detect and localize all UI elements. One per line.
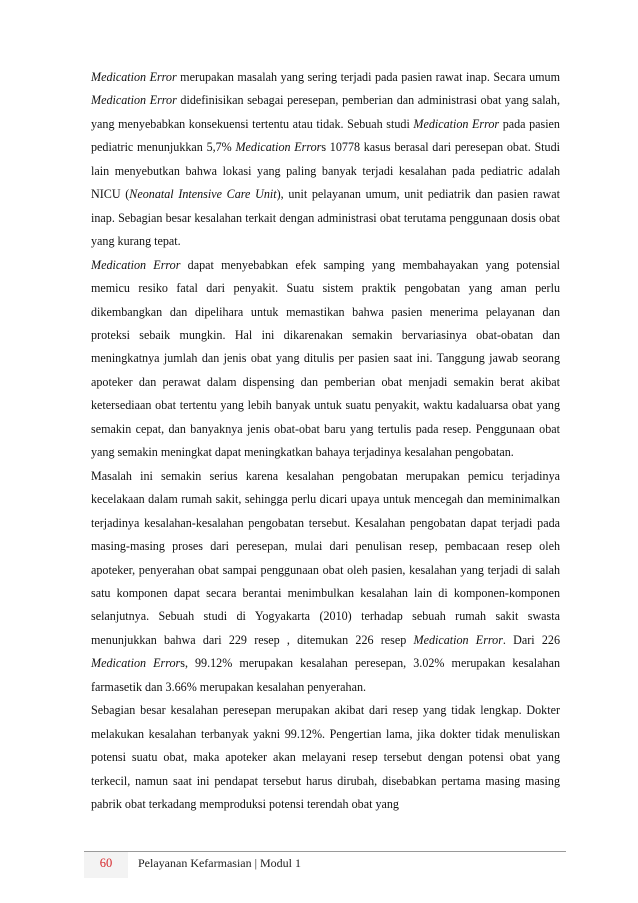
text-run: ), unit pelayanan umum, unit pediatrik dan pasien rawat inap. Sebagian besar kesalahan terkait dengan administrasi obat terutama penggunaan dosis obat yang kurang tepat. <box>91 187 561 249</box>
page-number-box <box>84 852 128 878</box>
text-run: didefinisikan sebagai peresepan, pemberian dan administrasi obat yang salah, yang menyebabkan konsekuensi tertentu atau tidak. Sebuah studi <box>91 93 560 131</box>
body-text <box>91 66 560 817</box>
paragraph <box>91 465 560 700</box>
page-number: 60 <box>99 856 113 870</box>
text-run: Sebagian besar kesalahan peresepan merupakan akibat dari resep yang tidak lengkap. Dokter melakukan kesalahan terbanyak yakni 99.12%. Pengertian lama, jika dokter tidak menuliskan potensi suatu obat, maka apoteker akan melayani resep tersebut dengan potensi obat yang terkecil, namun saat ini pendapat tersebut harus dirubah, disebabkan pertama masing masing pabrik obat terkadang memproduksi potensi terendah obat yang <box>91 703 560 812</box>
text-run: s, 99.12% merupakan kesalahan peresepan, 3.02% merupakan kesalahan farmasetik dan 3.66% merupakan kesalahan penyerahan. <box>91 656 560 694</box>
text-run: dapat menyebabkan efek samping yang membahayakan yang potensial memicu resiko fatal dari penyakit. Suatu sistem praktik pengobatan yang aman perlu dikembangkan dan dipelihara untuk memastikan bahwa pasien menerima pelayanan dan proteksi sebaik mungkin. Hal ini dikarenakan semakin bervariasinya obat-obatan dan meningkatnya jumlah dan jenis obat yang ditulis per pasien saat ini. Tanggung jawab seorang apoteker dan perawat dalam dispensing dan pemberian obat menjadi semakin berat akibat ketersediaan obat tertentu yang lebih banyak untuk suatu penyakit, waktu kadaluarsa obat yang semakin cepat, dan banyaknya jenis obat-obat baru yang tertulis pada resep. Penggunaan obat yang semakin meningkat dapat meningkatkan bahaya terjadinya kesalahan pengobatan. <box>91 257 560 460</box>
text-run: s 10778 kasus berasal dari peresepan obat. Studi lain menyebutkan bahwa lokasi yang paling banyak terjadi kesalahan pada pediatric adalah NICU ( <box>91 140 560 202</box>
text-run: merupakan masalah yang sering terjadi pada pasien rawat inap. Secara umum <box>176 70 560 84</box>
italic-term: Medication Error <box>235 140 322 155</box>
paragraph <box>91 254 560 465</box>
italic-term: Medication Error <box>413 116 500 131</box>
italic-term: Medication Error <box>91 656 181 671</box>
italic-term: Medication Error <box>91 257 181 272</box>
italic-term: Neonatal Intensive Care Unit <box>129 187 277 202</box>
paragraph <box>91 699 560 816</box>
text-run: Masalah ini semakin serius karena kesalahan pengobatan merupakan pemicu terjadinya kecelakaan dalam rumah sakit, sehingga perlu dicari upaya untuk mencegah dan meminimalkan terjadinya kesalahan-kesalahan pengobatan tersebut. Kesalahan pengobatan dapat terjadi pada masing-masing proses dari peresepan, mulai dari penulisan resep, pembacaan resep oleh apoteker, penyerahan obat sampai penggunaan obat oleh pasien, kesalahan yang terjadi di salah satu komponen dapat secara berantai menimbulkan kesalahan lain di komponen-komponen selanjutnya. Sebuah studi di Yogyakarta (2010) terhadap sebuah rumah sakit swasta menunjukkan bahwa dari 229 resep , ditemukan 226 resep <box>91 468 560 647</box>
text-run: pada pasien pediatric menunjukkan 5,7% <box>91 116 560 155</box>
italic-term: Medication Error <box>413 632 503 647</box>
paragraph <box>91 66 560 254</box>
text-run: . Dari 226 <box>502 632 561 647</box>
footer-title: Pelayanan Kefarmasian | Modul 1 <box>138 856 302 870</box>
italic-term: Medication Error <box>91 93 177 108</box>
italic-term: Medication Error <box>91 70 177 84</box>
